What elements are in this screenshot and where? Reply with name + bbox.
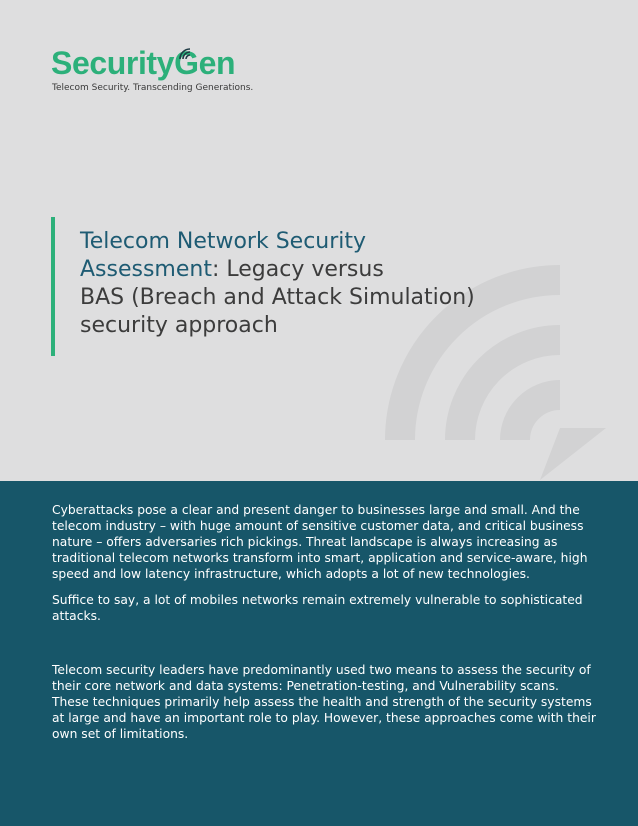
title-line4: security approach	[80, 313, 278, 338]
title-rest-line2: : Legacy versus	[211, 257, 384, 282]
brand-g-letter: G	[174, 45, 199, 81]
intro-paragraph-2: Suffice to say, a lot of mobiles networks remain extremely vulnerable to sophisticated attacks.	[52, 593, 583, 623]
document-title	[80, 228, 520, 340]
signal-g-icon	[177, 46, 193, 62]
title-highlight-line2: Assessment	[80, 257, 212, 282]
intro-paragraph-3: Telecom security leaders have predominantly used two means to assess the security of their core network and data systems: Penetration-testing, and Vulnerability scans. These techniques primarily help assess the health and strength of the security systems at large and have an important role to play. However, these approaches come with their own set of limitations.	[52, 663, 596, 741]
title-line3: BAS (Breach and Attack Simulation)	[80, 285, 475, 310]
brand-tagline: Telecom Security. Transcending Generations.	[52, 83, 254, 93]
brand-logo	[51, 44, 253, 93]
title-accent-bar	[51, 217, 55, 356]
brand-wordmark	[51, 44, 253, 82]
brand-name-part1: Security	[51, 45, 175, 81]
title-highlight-line1: Telecom Network Security	[80, 229, 367, 254]
brand-name-part2: en	[198, 45, 236, 81]
intro-paragraph-1: Cyberattacks pose a clear and present danger to businesses large and small. And the telecom industry – with huge amount of sensitive customer data, and critical business nature – offers adversaries rich pickings. Threat landscape is always increasing as traditional telecom networks transform into smart, application and service-aware, high speed and low latency infrastructure, which adopts a lot of new technologies.	[52, 503, 588, 581]
